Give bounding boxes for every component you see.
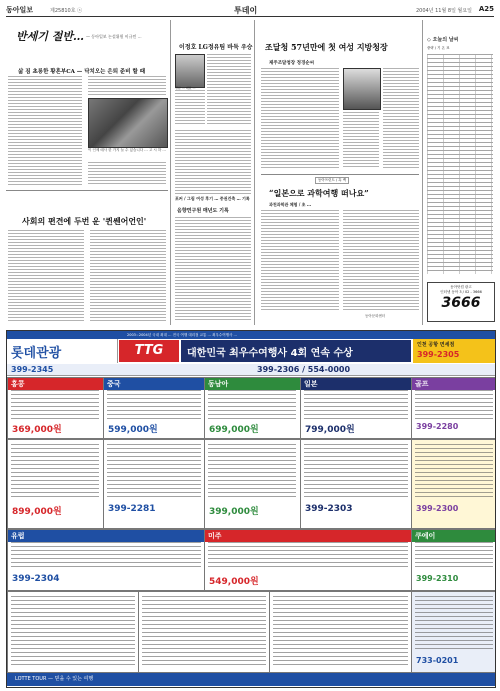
award-text: 대한민국 최우수여행사 4회 연속 수상	[187, 348, 353, 359]
japan-package	[300, 439, 412, 529]
calligraphy-title: 반세기 절반…	[16, 30, 84, 43]
feature-box-label: 동아프린트 / 흑 백	[315, 177, 349, 184]
phone-1: 399-2280	[416, 422, 459, 431]
region-japan	[300, 377, 412, 439]
photo-caption: 이 인제 매사 한 가지 늘 수 있습니다 … 고 시 하 …	[88, 148, 166, 152]
banner-text: 2003∼2004년 국내 최대 … 전국 여행 대리점 교통 … 최우수여행사 …	[127, 333, 237, 337]
price-1: 369,000원	[12, 425, 62, 435]
region-america-head: 미주	[205, 530, 411, 542]
price-2: 599,000원	[108, 425, 158, 435]
news-mid-title: 포커 / 그림 여성 후기 … 중권건축 … 기록	[175, 196, 250, 201]
right-header-ad	[413, 339, 495, 363]
column-weather	[422, 20, 495, 325]
misc-package-4	[411, 591, 496, 673]
award-headline	[181, 340, 411, 362]
region-china	[103, 377, 205, 439]
feature-quote-sub: 과천과학관 체험 / 초 …	[269, 202, 311, 207]
feature-body-3	[343, 112, 379, 168]
right-ad-phone: 399-2305	[417, 350, 460, 359]
phone-3: 399-2303	[305, 504, 353, 514]
feature-footer: 동아문화센터	[365, 314, 386, 318]
price-5: 899,000원	[12, 507, 62, 517]
lotte-brand-name: 롯데관광	[11, 346, 62, 361]
column-section-title: 사회의 편견에 두번 운 '퀸쎈어언인'	[22, 216, 147, 226]
essay-byline: — 동아일보 논설위원 이규민 …	[86, 34, 142, 39]
news-caption: 경남 … 대표 …	[175, 86, 196, 90]
news-portrait	[175, 54, 205, 88]
price-7: 549,000원	[209, 577, 259, 587]
ad-big-number: 3666	[441, 295, 481, 311]
region-cruise	[411, 529, 496, 591]
region-golf	[411, 377, 496, 439]
feature-body-1	[261, 68, 339, 168]
phone-4: 399-2300	[416, 504, 459, 513]
weather-sub: 중략 / 기 온 표	[427, 46, 450, 50]
region-japan-head: 일본	[301, 378, 411, 390]
weather-title: ◇ 오늘의 날씨	[427, 37, 459, 43]
page-header	[6, 4, 494, 17]
news-body-4	[175, 217, 251, 322]
feature-body-5	[343, 210, 419, 310]
travel-advertisement	[6, 330, 496, 688]
misc-package-3	[269, 591, 412, 673]
section-body-right	[90, 230, 166, 322]
dongacom-ad	[427, 282, 495, 322]
region-europe	[7, 529, 205, 591]
page-number: A25	[478, 5, 494, 13]
column-news	[170, 20, 256, 325]
ad-footer-text: LOTTE TOUR — 믿을 수 있는 여행	[15, 676, 94, 682]
feature-quote-title: “일본으로 과학여행 떠나요”	[269, 188, 369, 198]
region-europe-head: 유럽	[8, 530, 204, 542]
right-ad-title: 인천 공항 면세점	[417, 342, 455, 348]
essay-subhead: 삶 짐 초롱한 황혼부CA — 닥치오는 은퇴 준비 할 때	[18, 69, 146, 75]
ad-phone: 인터넷 동아 3 / 02 - 3666	[440, 290, 482, 294]
phone-2: 399-2281	[108, 504, 156, 514]
phone-6: 399-2310	[416, 574, 459, 583]
china-package	[103, 439, 205, 529]
lotte-logo	[7, 339, 118, 363]
price-4: 799,000원	[305, 425, 355, 435]
feature-portrait	[343, 68, 381, 110]
news-body-3	[175, 130, 251, 194]
price-6: 399,000원	[209, 507, 259, 517]
newspaper-name: 동아일보	[6, 6, 34, 14]
ttg-logo	[119, 340, 179, 362]
essay-photo	[88, 98, 168, 148]
region-cruise-head: 쿠에이	[412, 530, 496, 542]
feature-body-2	[383, 68, 419, 168]
misc-package-1	[7, 591, 139, 673]
ttg-text: TTG	[134, 343, 164, 358]
phone-7: 733-0201	[416, 656, 459, 665]
ad-label: 동아닷컴 광고	[450, 285, 472, 289]
ad-banner-strip	[7, 331, 495, 339]
region-golf-head: 골프	[412, 378, 496, 390]
price-3: 699,000원	[209, 425, 259, 435]
region-china-head: 중국	[104, 378, 204, 390]
news-sub-title: 음향연구원 매년도 기록	[177, 208, 229, 214]
southeast-package	[204, 439, 301, 529]
essay-body-right	[88, 76, 166, 96]
feature-body-4	[261, 210, 339, 310]
section-body-left	[8, 230, 84, 322]
phone-strip	[7, 364, 495, 376]
misc-package-2	[138, 591, 270, 673]
news-body-1	[207, 54, 251, 126]
column-feature	[254, 20, 421, 325]
news-body-2	[175, 90, 205, 126]
award-phone: 399-2306 / 554-0000	[257, 365, 351, 374]
essay-body-left	[8, 76, 82, 186]
publish-date: 2004년 11월 8일 월요일	[415, 8, 472, 14]
feature-headline: 조달청 57년만에 첫 여성 지방청장	[265, 42, 388, 52]
region-america	[204, 529, 412, 591]
news-headline: 이정호 LG정유팀 바둑 우승	[179, 44, 253, 51]
hongkong-package	[7, 439, 104, 529]
feature-subhead: 제주조달청장 정경순씨	[269, 61, 315, 66]
region-hongkong-head: 홍콩	[8, 378, 103, 390]
column-essay	[6, 20, 168, 325]
lotte-phone: 399-2345	[11, 365, 54, 374]
region-hongkong	[7, 377, 104, 439]
ad-footer	[7, 673, 495, 686]
phone-5: 399-2304	[12, 574, 60, 584]
golf-package	[411, 439, 496, 529]
region-southeast	[204, 377, 301, 439]
essay-body-right-2	[88, 162, 166, 186]
issue-number: 제25810호 ⓢ	[50, 8, 83, 14]
section-title: 투데이	[234, 6, 258, 15]
region-southeast-head: 동남아	[205, 378, 300, 390]
weather-table	[427, 54, 493, 274]
